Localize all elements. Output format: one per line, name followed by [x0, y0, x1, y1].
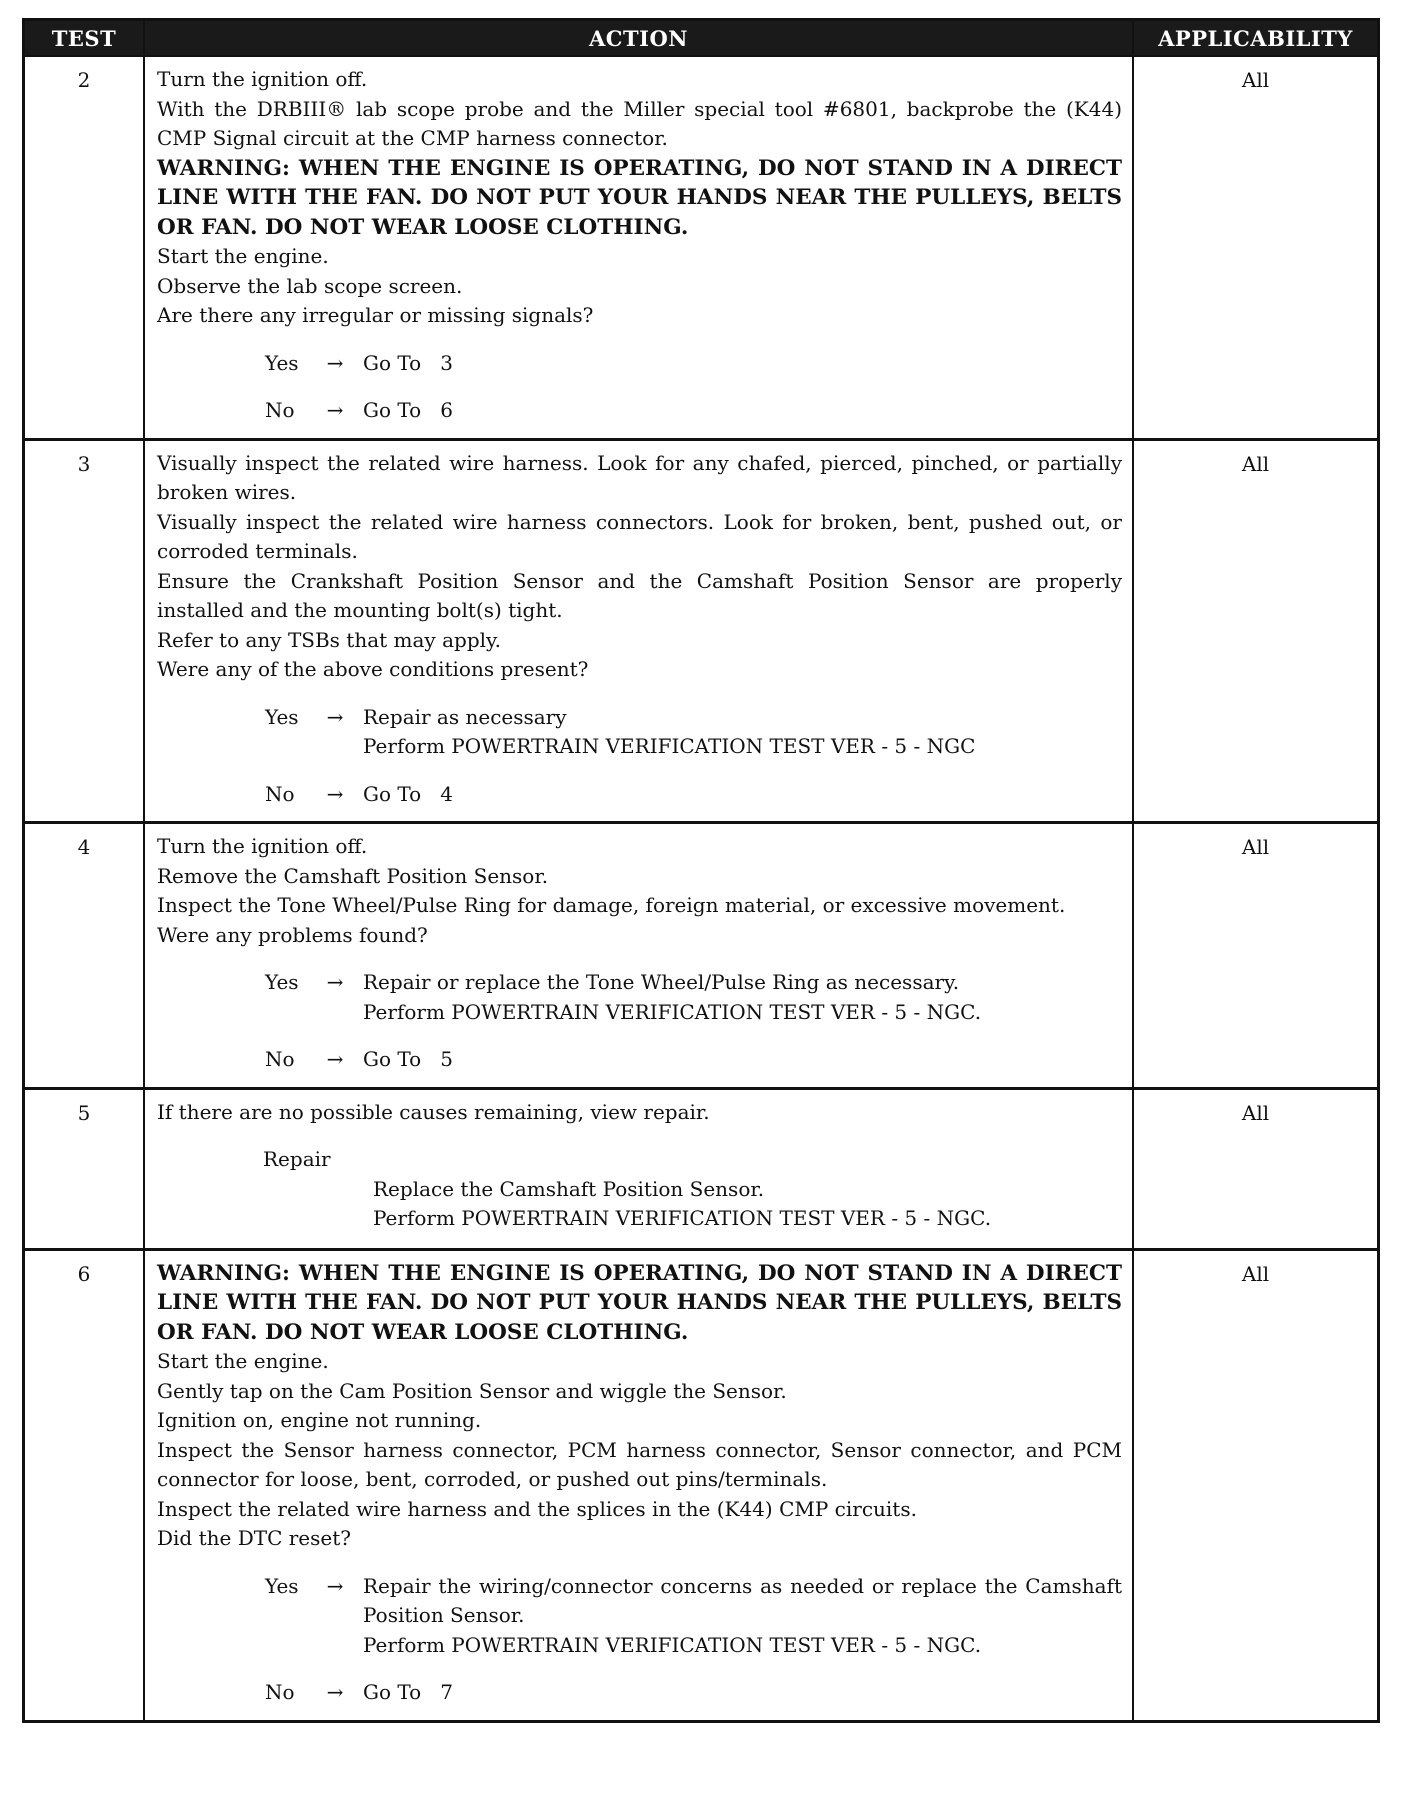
action-step: Turn the ignition off.: [157, 834, 368, 858]
test-row-6: [25, 1249, 1377, 1720]
action-step: Remove the Camshaft Position Sensor.: [157, 863, 549, 888]
arrow-icon: →: [326, 781, 344, 806]
outcome-result: Go To 6: [363, 398, 453, 422]
action-cell: [144, 823, 1133, 1089]
outcome-yes: [265, 349, 1122, 379]
header-applicability: APPLICABILITY: [1133, 21, 1377, 56]
action-step: Visually inspect the related wire harness connectors. Look for broken, bent, pushed out, or corroded terminals.: [157, 509, 1122, 563]
outcome-yes: [265, 703, 1122, 762]
result-line: Repair as necessary: [363, 704, 567, 729]
action-question: Were any problems found?: [157, 922, 428, 947]
outcome-no: [265, 1045, 1122, 1075]
outcome-no: [265, 1678, 1122, 1708]
test-number: 6: [25, 1249, 144, 1720]
result-line: Perform POWERTRAIN VERIFICATION TEST VER - 5 - NGC.: [363, 999, 982, 1024]
arrow-icon: →: [326, 1680, 344, 1704]
answer-label: Yes: [265, 350, 299, 375]
outcome-no: [265, 396, 1122, 426]
test-row-2: [25, 56, 1377, 439]
answer-label: No: [265, 1047, 295, 1071]
action-question: Did the DTC reset?: [157, 1526, 351, 1550]
action-step: Gently tap on the Cam Position Sensor and wiggle the Sensor.: [157, 1378, 787, 1403]
test-row-4: [25, 823, 1377, 1089]
action-step: Refer to any TSBs that may apply.: [157, 627, 502, 652]
applicability: All: [1133, 1088, 1377, 1249]
action-step: Inspect the Tone Wheel/Pulse Ring for damage, foreign material, or excessive movement.: [157, 893, 1066, 917]
outcome-no: [265, 780, 1122, 810]
action-step: Observe the lab scope screen.: [157, 273, 463, 298]
answer-label: Yes: [265, 704, 299, 729]
applicability: All: [1133, 823, 1377, 1089]
action-step: With the DRBIII® lab scope probe and the Miller special tool #6801, backprobe the (K44) CMP Signal circuit at the CMP harness connector.: [157, 96, 1122, 150]
applicability: All: [1133, 439, 1377, 823]
action-step: Start the engine.: [157, 1349, 329, 1373]
outcome-yes: [265, 968, 1122, 1027]
repair-step: Perform POWERTRAIN VERIFICATION TEST VER - 5 - NGC.: [373, 1206, 992, 1230]
arrow-icon: →: [326, 350, 344, 375]
action-step: Ensure the Crankshaft Position Sensor and the Camshaft Position Sensor are properly installed and the mounting bolt(s) tight.: [157, 568, 1122, 622]
warning-text: WARNING: WHEN THE ENGINE IS OPERATING, DO NOT STAND IN A DIRECT LINE WITH THE FAN. DO NOT PUT YOUR HANDS NEAR THE PULLEYS, BELTS OR FAN. DO NOT WEAR LOOSE CLOTHING.: [157, 1260, 1122, 1345]
test-number: 2: [25, 56, 144, 439]
outcome-result: Go To 3: [363, 350, 453, 375]
answer-label: No: [265, 781, 295, 806]
repair-label: Repair: [263, 1147, 331, 1171]
outcome-result: [363, 1572, 1122, 1661]
result-line: Repair the wiring/connector concerns as needed or replace the Camshaft Position Sensor.: [363, 1573, 1122, 1627]
warning-text: WARNING: WHEN THE ENGINE IS OPERATING, DO NOT STAND IN A DIRECT LINE WITH THE FAN. DO NOT PUT YOUR HANDS NEAR THE PULLEYS, BELTS OR FAN. DO NOT WEAR LOOSE CLOTHING.: [157, 155, 1122, 240]
diagnostic-test-table: [22, 18, 1380, 1723]
answer-label: Yes: [265, 970, 299, 994]
outcome-result: [363, 703, 1122, 762]
action-question: Were any of the above conditions present?: [157, 657, 589, 681]
applicability: All: [1133, 56, 1377, 439]
result-line: Perform POWERTRAIN VERIFICATION TEST VER - 5 - NGC.: [363, 1632, 982, 1657]
arrow-icon: →: [326, 1573, 344, 1598]
action-cell: [144, 1249, 1133, 1720]
action-step: Turn the ignition off.: [157, 67, 368, 91]
test-row-5: [25, 1088, 1377, 1249]
outcome-result: Go To 7: [363, 1680, 453, 1704]
arrow-icon: →: [326, 704, 344, 729]
answer-label: Yes: [265, 1573, 299, 1598]
answer-label: No: [265, 1680, 295, 1704]
test-number: 5: [25, 1088, 144, 1249]
applicability: All: [1133, 1249, 1377, 1720]
outcome-result: Go To 4: [363, 781, 453, 806]
outcome-yes: [265, 1572, 1122, 1661]
action-step: Visually inspect the related wire harness. Look for any chafed, pierced, pinched, or partially broken wires.: [157, 450, 1122, 504]
action-step: Inspect the Sensor harness connector, PCM harness connector, Sensor connector, and PCM connector for loose, bent, corroded, or pushed out pins/terminals.: [157, 1437, 1122, 1491]
arrow-icon: →: [326, 1047, 344, 1071]
action-question: Are there any irregular or missing signals?: [157, 303, 594, 327]
test-number: 4: [25, 823, 144, 1089]
arrow-icon: →: [326, 398, 344, 422]
test-row-3: [25, 439, 1377, 823]
answer-label: No: [265, 398, 295, 422]
action-cell: [144, 56, 1133, 439]
outcome-result: Go To 5: [363, 1047, 453, 1071]
repair-steps: [373, 1175, 1122, 1234]
action-step: Ignition on, engine not running.: [157, 1408, 482, 1432]
action-cell: [144, 1088, 1133, 1249]
action-cell: [144, 439, 1133, 823]
repair-step: Replace the Camshaft Position Sensor.: [373, 1176, 765, 1201]
action-step: Start the engine.: [157, 244, 329, 268]
result-line: Perform POWERTRAIN VERIFICATION TEST VER - 5 - NGC: [363, 734, 976, 758]
result-line: Repair or replace the Tone Wheel/Pulse Ring as necessary.: [363, 970, 960, 994]
arrow-icon: →: [326, 970, 344, 994]
header-row: [25, 21, 1377, 56]
test-number: 3: [25, 439, 144, 823]
outcome-result: [363, 968, 1122, 1027]
action-step: Inspect the related wire harness and the splices in the (K44) CMP circuits.: [157, 1496, 917, 1521]
action-step: If there are no possible causes remaining, view repair.: [157, 1099, 710, 1124]
header-test: TEST: [25, 21, 144, 56]
header-action: ACTION: [144, 21, 1133, 56]
